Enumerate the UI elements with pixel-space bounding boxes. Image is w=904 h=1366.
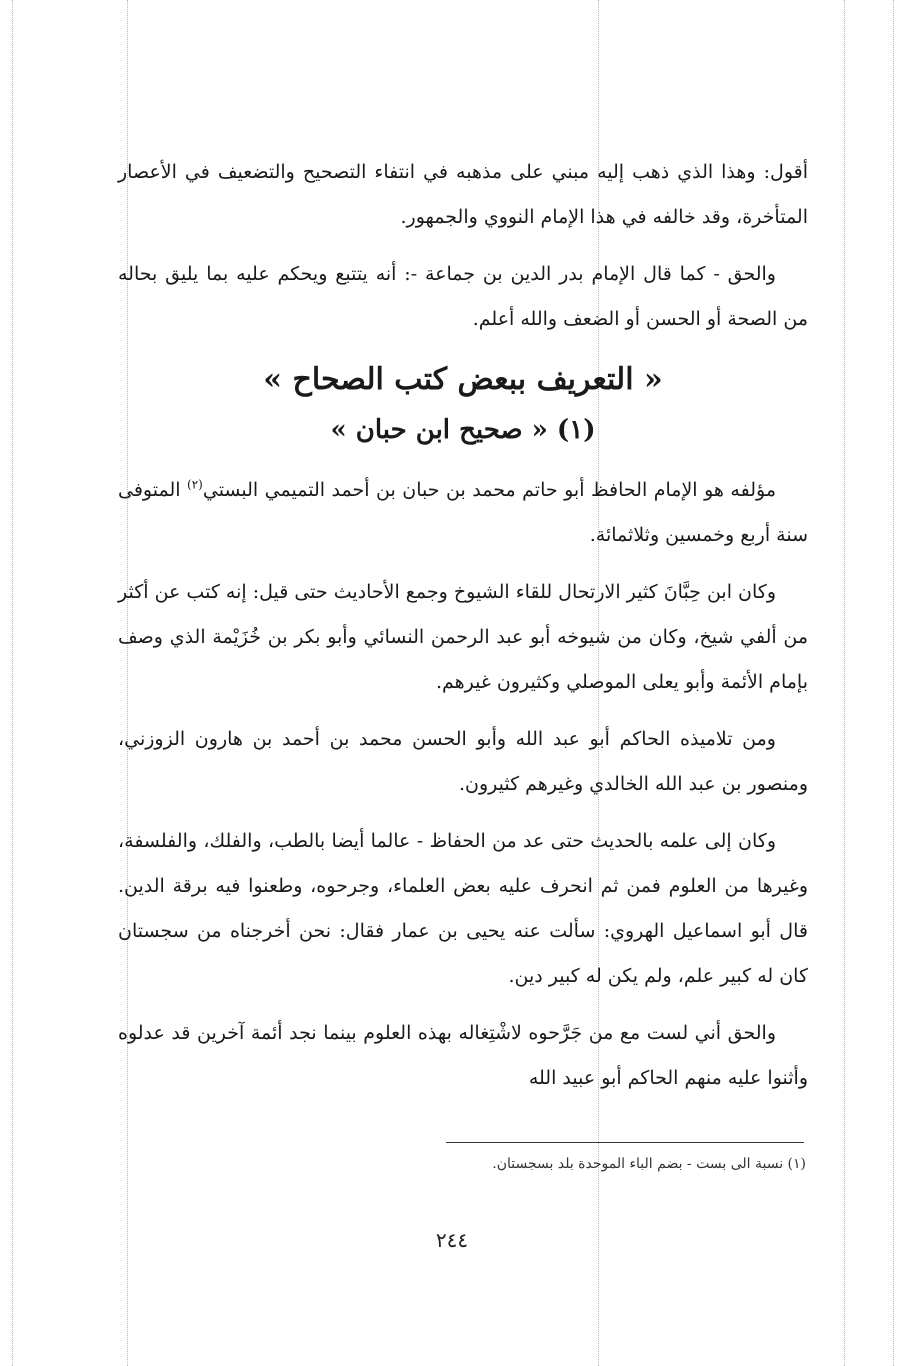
paragraph: والحق - كما قال الإمام بدر الدين بن جماعة -: أنه يتتبع ويحكم عليه بما يليق بحاله من الصحة أو الحسن أو الضعف والله أعلم. (118, 263, 808, 330)
section-heading: « التعريف ببعض كتب الصحاح » (263, 362, 663, 397)
page-guide-line (12, 0, 13, 1366)
paragraph-text: مؤلفه هو الإمام الحافظ أبو حاتم محمد بن حبان بن أحمد التميمي البستي (202, 479, 777, 501)
subsection-heading: (١) « صحيح ابن حبان » (330, 415, 596, 445)
page-number: ٢٤٤ (435, 1228, 469, 1252)
footnote-divider (446, 1142, 804, 1143)
page-body (118, 150, 808, 1113)
paragraph: وكان إلى علمه بالحديث حتى عد من الحفاظ - عالما أيضا بالطب، والفلك، والفلسفة، وغيرها من العلوم فمن ثم انحرف عليه بعض العلماء، وجرحوه، وطعنوا فيه برقة الدين. قال أبو اسماعيل الهروي: سألت عنه يحيى بن عمار فقال: نحن أخرجناه من سجستان كان له كبير علم، ولم يكن له كبير دين. (118, 830, 808, 987)
paragraph: والحق أني لست مع من جَرَّحوه لاشْتِغاله بهذه العلوم بينما نجد أئمة آخرين قد عدلوه وأثنوا عليه منهم الحاكم أبو عبيد الله (118, 1022, 808, 1089)
paragraph: أقول: وهذا الذي ذهب إليه مبني على مذهبه في انتفاء التصحيح والتضعيف في الأعصار المتأخرة، وقد خالفه في هذا الإمام النووي والجمهور. (118, 161, 808, 228)
footnote-reference: (٢) (187, 477, 203, 492)
paragraph: وكان ابن حِبَّانَ كثير الارتحال للقاء الشيوخ وجمع الأحاديث حتى قيل: إنه كتب عن أكثر من ألفي شيخ، وكان من شيوخه أبو عبد الرحمن النسائي وأبو بكر بن خُزَيْمة الذي وصف بإمام الأئمة وأبو يعلى الموصلي وكثيرون غيرهم. (118, 581, 808, 693)
paragraph-author (118, 468, 808, 558)
page-guide-line (844, 0, 845, 1366)
paragraph: ومن تلاميذه الحاكم أبو عبد الله وأبو الحسن محمد بن أحمد بن هارون الزوزني، ومنصور بن عبد الله الخالدي وغيرهم كثيرون. (118, 728, 808, 795)
footnote: (١) نسبة الى بست - بضم الباء الموحدة بلد بسجستان. (492, 1156, 806, 1172)
paragraph-text: المتوفى سنة أربع وخمسين وثلاثمائة. (118, 479, 808, 546)
page-guide-line (893, 0, 894, 1366)
